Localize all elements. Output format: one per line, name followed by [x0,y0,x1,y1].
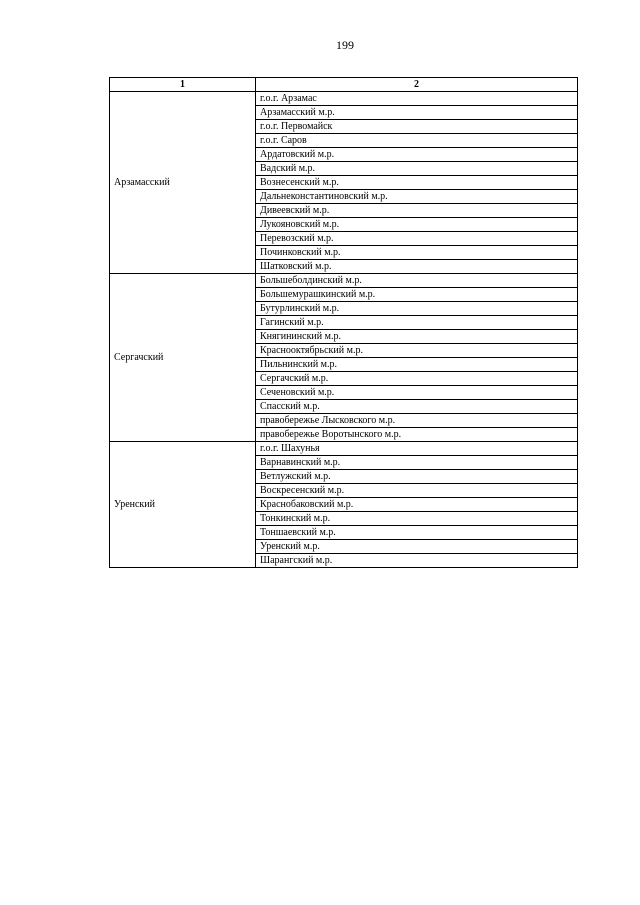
regions-table [109,77,578,568]
district-cell: г.о.г. Первомайск [256,120,578,134]
district-cell: правобережье Лысковского м.р. [256,414,578,428]
district-cell: Вадский м.р. [256,162,578,176]
district-cell: Починковский м.р. [256,246,578,260]
column-header-1: 1 [110,78,256,92]
district-cell: Большеболдинский м.р. [256,274,578,288]
district-cell: Княгининский м.р. [256,330,578,344]
table-header-row [110,78,578,92]
zone-cell: Уренский [110,442,256,568]
zone-cell: Сергачский [110,274,256,442]
table-row [110,92,578,106]
district-cell: Краснооктябрьский м.р. [256,344,578,358]
table-row [110,274,578,288]
district-cell: г.о.г. Саров [256,134,578,148]
district-cell: Спасский м.р. [256,400,578,414]
zone-cell: Арзамасский [110,92,256,274]
district-cell: Пильнинский м.р. [256,358,578,372]
district-cell: Вознесенский м.р. [256,176,578,190]
district-cell: Шатковский м.р. [256,260,578,274]
table-row [110,442,578,456]
district-cell: Гагинский м.р. [256,316,578,330]
district-cell: Ветлужский м.р. [256,470,578,484]
district-cell: Сергачский м.р. [256,372,578,386]
district-cell: Лукояновский м.р. [256,218,578,232]
district-cell: Воскресенский м.р. [256,484,578,498]
district-cell: г.о.г. Арзамас [256,92,578,106]
district-cell: Большемурашкинский м.р. [256,288,578,302]
table-body [110,92,578,568]
district-cell: Тонкинский м.р. [256,512,578,526]
district-cell: Шарангский м.р. [256,554,578,568]
district-cell: Уренский м.р. [256,540,578,554]
district-cell: Краснобаковский м.р. [256,498,578,512]
column-header-2: 2 [256,78,578,92]
district-cell: Перевозский м.р. [256,232,578,246]
district-cell: Дивеевский м.р. [256,204,578,218]
district-cell: Тоншаевский м.р. [256,526,578,540]
district-cell: правобережье Воротынского м.р. [256,428,578,442]
district-cell: Бутурлинский м.р. [256,302,578,316]
district-cell: Дальнеконстантиновский м.р. [256,190,578,204]
page-number: 199 [336,38,354,52]
district-cell: Варнавинский м.р. [256,456,578,470]
district-cell: Арзамасский м.р. [256,106,578,120]
district-cell: Сеченовский м.р. [256,386,578,400]
district-cell: Ардатовский м.р. [256,148,578,162]
district-cell: г.о.г. Шахунья [256,442,578,456]
